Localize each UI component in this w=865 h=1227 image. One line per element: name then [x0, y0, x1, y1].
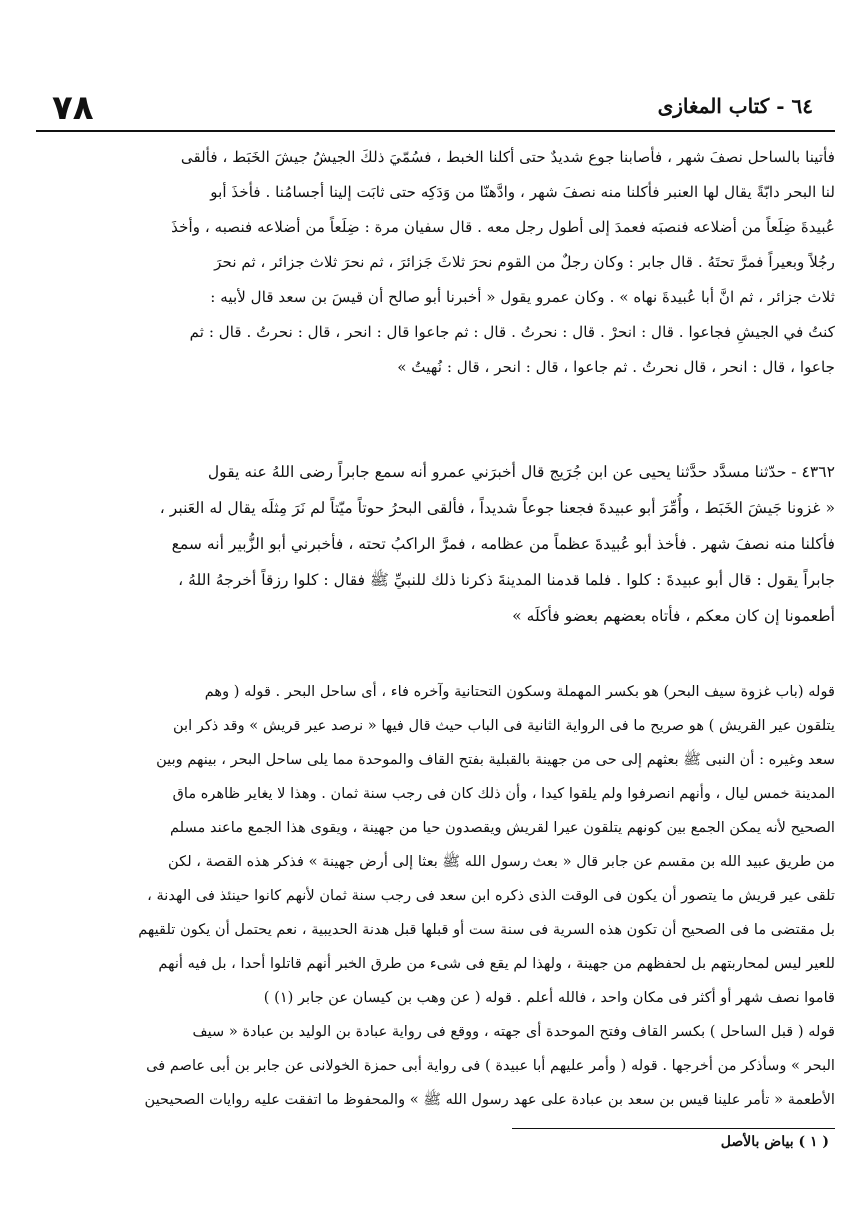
commentary: [36, 677, 835, 1117]
text-line: يتلقون عير القريش ) هو صريح ما فى الرواية الثانية فى الباب حيث قال فيها « نرصد عير قريش » وقد ذكر ابن: [172, 717, 835, 734]
text-line: تلقى عير قريش ما يتصور أن يكون فى الوقت الذى ذكره ابن سعد فى رجب سنة ثمان لأنهم كانوا حينئذ فى الهدنة ،: [147, 887, 835, 904]
text-line: ثلاث جزائر ، ثم انَّ أبا عُبيدةَ نهاه » . وكان عمرو يقول « أخبرنا أبو صالح أن قيسَ بن سعد قال لأبيه :: [210, 288, 835, 306]
text-line: فأتينا بالساحل نصفَ شهر ، فأصابنا جوع شديدٌ حتى أكلنا الخبط ، فسُمّيَ ذلكَ الجيشُ جيشَ الخَبَط ، فألقى: [180, 148, 835, 166]
text-line: رجُلاً وبعيراً فمرَّ تحتَهُ . قال جابر : وكان رجلٌ من القوم نحرَ ثلاثَ جَزائرَ ، ثم نحرَ ثلاث جزائر ، ثم نحرَ: [214, 253, 835, 271]
footnote-rule: [512, 1128, 835, 1129]
text-line: أطعمونا إن كان معكم ، فأتاه بعضهم بعضو فأكلَه »: [512, 607, 835, 625]
text-line: جاعوا ، قال : انحر ، قال نحرتُ . ثم جاعوا ، قال : انحر ، قال : نُهيتُ »: [397, 358, 835, 376]
text-line: « غزونا جَيشَ الخَبَط ، وأُمِّرَ أبو عبيدةَ فجعنا جوعاً شديداً ، فألقى البحرُ حوتاً ميّتاً لم نَرَ مِثلَه يقال له العَنبر ،: [159, 499, 835, 517]
text-line: عُبيدةَ ضِلَعاً من أضلاعه فنصبَه فعمدَ إلى أطول رجل معه . قال سفيان مرة : ضِلَعاً من أضلاعه فنصبه ، وأخذَ: [171, 218, 835, 236]
header-rule: [36, 130, 835, 132]
text-line: بل مقتضى ما فى الصحيح أن تكون هذه السرية فى سنة ست أو قبلها قبل هدنة الحديبية ، نعم يحتمل أن يكون تلقيهم: [138, 921, 835, 938]
text-line: لنا البحر دابّةً يقال لها العنبر فأكلنا منه نصفَ شهر ، وادَّهنّا من وَدَكِه حتى ثابَت إلينا أجسامُنا . فأخذَ أبو: [210, 183, 835, 201]
hadith-4362: [36, 457, 835, 637]
page-header: [36, 86, 835, 130]
text-line: ٤٣٦٢ - حدّثنا مسدَّد حدَّثنا يحيى عن ابن جُرَيج قال أخبرَني عمرو أنه سمع جابراً رضى اللهُ عنه يقول: [207, 463, 835, 481]
text-line: سعد وغيره : أن النبى ﷺ بعثهم إلى حى من جهينة بالقبلية بفتح القاف والموحدة مما يلى ساحل البحر ، بينهم وبين: [156, 751, 835, 768]
text-line: كنتُ في الجيشِ فجاعوا . قال : انحرْ . قال : نحرتُ . قال : ثم جاعوا قال : انحر ، قال : نحرتُ . قال : ثم: [189, 323, 835, 341]
text-line: من طريق عبيد الله بن مقسم عن جابر قال « بعث رسول الله ﷺ بعثا إلى أرض جهينة » فذكر هذه القصة ، لكن: [168, 853, 835, 870]
footnote: ( ١ ) بياض بالأصل: [720, 1134, 829, 1150]
text-line: المدينة خمس ليال ، وأنهم انصرفوا ولم يلقوا كيدا ، وأن ذلك كان فى رجب سنة ثمان . وهذا لا يغاير ظاهره ماق: [172, 785, 835, 802]
running-head: ٦٤ - كتاب المغازى: [657, 94, 813, 118]
text-line: قوله ( قبل الساحل ) بكسر القاف وفتح الموحدة أى جهته ، ووقع فى رواية عبادة بن الوليد بن عبادة « سيف: [192, 1023, 835, 1040]
text-line: الصحيح لأنه يمكن الجمع بين كونهم يتلقون عيرا لقريش ويقصدون حيا من جهينة ، ويقوى هذا الجمع ماعند مسلم: [169, 819, 835, 836]
text-line: للعير ليس لمحاربتهم بل لحفظهم من جهينة ، ولهذا لم يقع فى شىء من طرق الخبر أنهم قاتلوا أحدا ، بل فيه أنهم: [158, 955, 835, 972]
text-line: البحر » وسأذكر من أخرجها . قوله ( وأمر عليهم أبا عبيدة ) فى رواية أبى حمزة الخولانى عن جابر بن أبى عاصم فى: [146, 1057, 835, 1074]
text-line: قوله (باب غزوة سيف البحر) هو بكسر المهملة وسكون التحتانية وآخره فاء ، أى ساحل البحر . قوله ( وهم: [204, 683, 835, 700]
text-line: جابراً يقول : قال أبو عبيدةَ : كلوا . فلما قدمنا المدينةَ ذكرنا ذلك للنبيِّ ﷺ فقال : كلوا رزقاً أخرجهُ اللهُ ،: [178, 571, 835, 589]
text-line: الأطعمة « تأمر علينا قيس بن سعد بن عبادة على عهد رسول الله ﷺ » والمحفوظ ما اتفقت عليه روايات الصحيحين: [144, 1091, 835, 1108]
text-line: فأكلنا منه نصفَ شهر . فأخذ أبو عُبيدةَ عظماً من عظامه ، فمرَّ الراكبُ تحته ، فأخبرني أبو الزُّبير أنه سمع: [171, 535, 835, 553]
hadith-continuation: [36, 142, 835, 376]
page-number: ٧٨: [52, 88, 94, 128]
text-line: قاموا نصف شهر أو أكثر فى مكان واحد ، فالله أعلم . قوله ( عن وهب بن كيسان عن جابر (١) ): [263, 989, 835, 1006]
